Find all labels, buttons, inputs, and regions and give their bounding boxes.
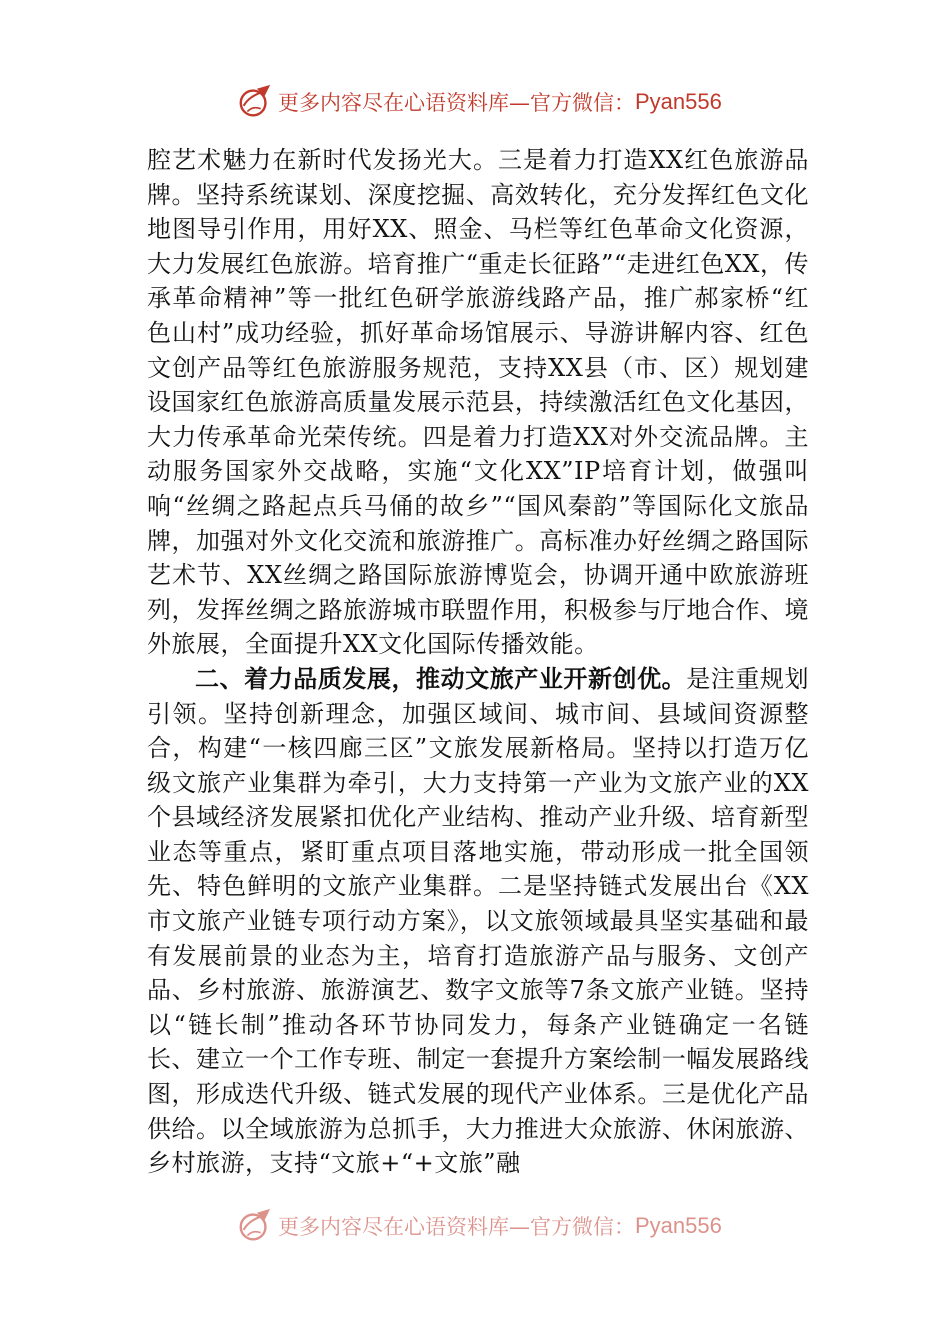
document-body [147, 143, 809, 1181]
pen-logo-icon [236, 83, 274, 121]
watermark-wechat-id: Pyan556 [635, 1213, 722, 1238]
watermark-wechat-id: Pyan556 [635, 89, 722, 114]
paragraph-2 [147, 662, 809, 1181]
paragraph-2-text: 是注重规划引领。坚持创新理念，加强区域间、城市间、县域间资源整合，构建“一核四廊三区”文旅发展新格局。坚持以打造万亿级文旅产业集群为牵引，大力支持第一产业为文旅产业的XX个县域经济发展紧扣优化产业结构、推动产业升级、培育新型业态等重点，紧盯重点项目落地实施，带动形成一批全国领先、特色鲜明的文旅产业集群。二是坚持链式发展出台《XX市文旅产业链专项行动方案》，以文旅领域最具坚实基础和最有发展前景的业态为主，培育打造旅游产品与服务、文创产品、乡村旅游、旅游演艺、数字文旅等7条文旅产业链。坚持以“链长制”推动各环节协同发力，每条产业链确定一名链长、建立一个工作专班、制定一套提升方案绘制一幅发展路线图，形成迭代升级、链式发展的现代产业体系。三是优化产品供给。以全域旅游为总抓手，大力推进大众旅游、休闲旅游、乡村旅游，支持“文旅+“+文旅”融 [147, 664, 809, 1178]
watermark-text: 更多内容尽在心语资料库—官方微信： [278, 91, 635, 115]
paragraph-1: 腔艺术魅力在新时代发扬光大。三是着力打造XX红色旅游品牌。坚持系统谋划、深度挖掘、高效转化，充分发挥红色文化地图导引作用，用好XX、照金、马栏等红色革命文化资源，大力发展红色旅游。培育推广“重走长征路”“走进红色XX，传承革命精神”等一批红色研学旅游线路产品，推广郝家桥“红色山村”成功经验，抓好革命场馆展示、导游讲解内容、红色文创产品等红色旅游服务规范，支持XX县（市、区）规划建设国家红色旅游高质量发展示范县，持续激活红色文化基因，大力传承革命光荣传统。四是着力打造XX对外交流品牌。主动服务国家外交战略，实施“文化XX”IP培育计划，做强叫响“丝绸之路起点兵马俑的故乡”“国风秦韵”等国际化文旅品牌，加强对外文化交流和旅游推广。高标准办好丝绸之路国际艺术节、XX丝绸之路国际旅游博览会，协调开通中欧旅游班列，发挥丝绸之路旅游城市联盟作用，积极参与厅地合作、境外旅展，全面提升XX文化国际传播效能。 [147, 146, 809, 659]
watermark-header [236, 82, 722, 122]
pen-logo-icon [236, 1207, 274, 1245]
watermark-text: 更多内容尽在心语资料库—官方微信： [278, 1215, 635, 1239]
section-heading-2: 二、着力品质发展，推动文旅产业开新创优。 [195, 664, 687, 693]
watermark-footer [236, 1206, 722, 1246]
